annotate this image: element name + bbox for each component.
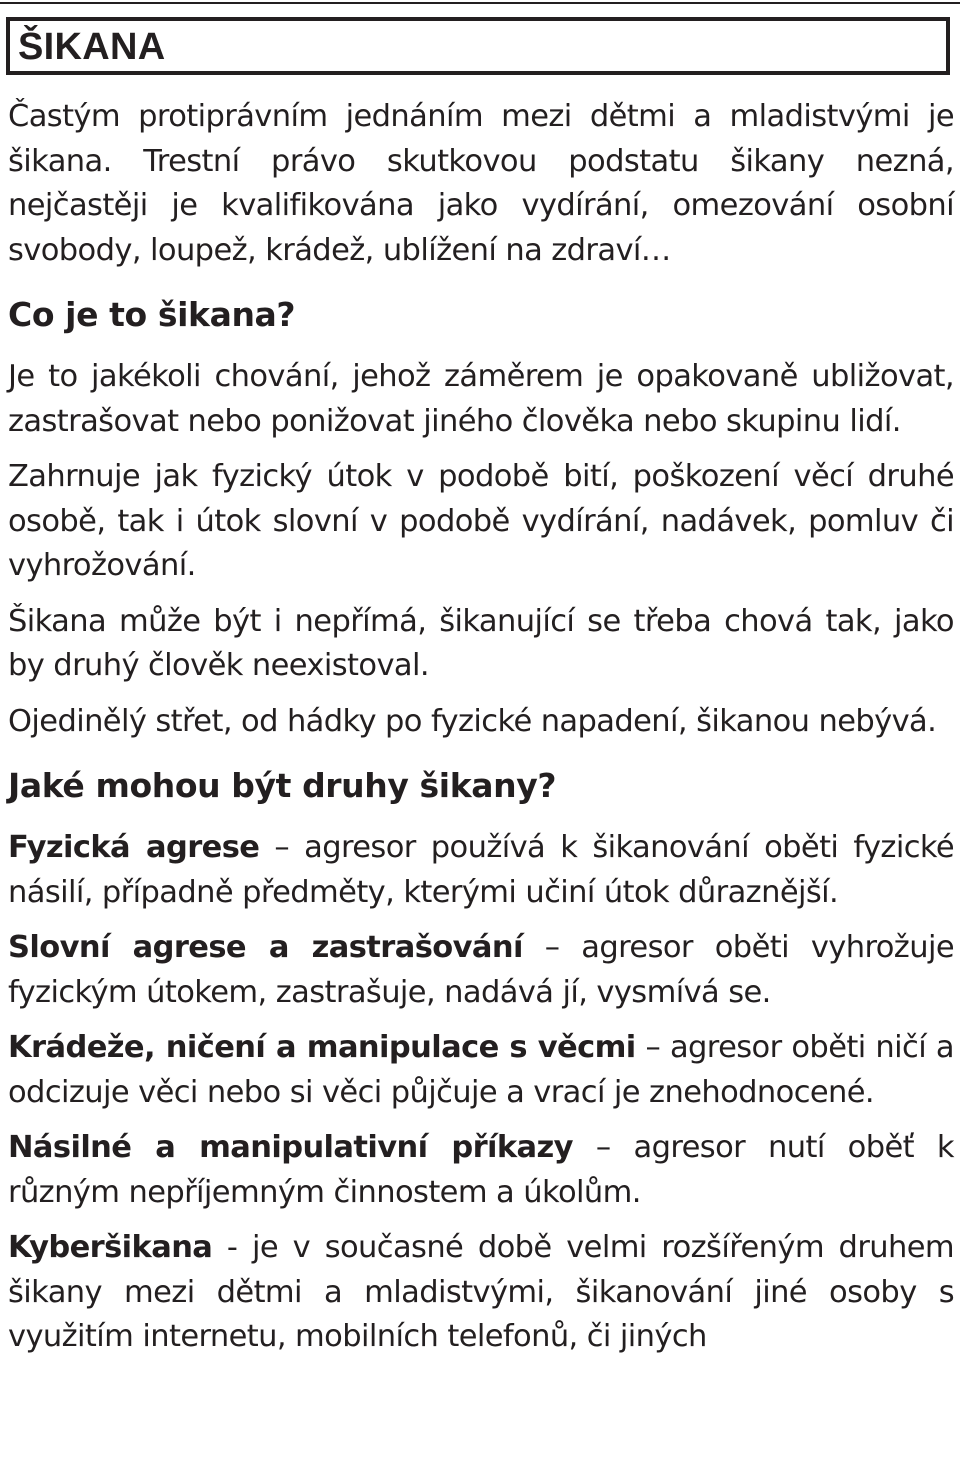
intro-paragraph: Častým protiprávním jednáním mezi dětmi a mladistvými je šikana. Trestní právo skutkovou podstatu šikany nezná, nejčastěji je kvalifikována jako vydírání, omezování osobní svobody, loupež, krádež, ublížení na zdraví… bbox=[8, 99, 954, 268]
section-heading-what-is: Co je to šikana? bbox=[8, 295, 296, 334]
type-item-cyber bbox=[8, 1226, 954, 1360]
title-box bbox=[6, 17, 950, 75]
type-term: Krádeže, ničení a manipulace s věcmi bbox=[8, 1030, 636, 1065]
indirect-paragraph: Šikana může být i nepřímá, šikanující se třeba chová tak, jako by druhý člověk neexistoval. bbox=[8, 603, 954, 683]
section-heading-types: Jaké mohou být druhy šikany? bbox=[8, 766, 557, 805]
type-term: Slovní agrese a zastrašování bbox=[8, 930, 523, 965]
type-item-commands bbox=[8, 1126, 954, 1215]
type-item-property bbox=[8, 1026, 954, 1115]
type-term: Kyberšikana bbox=[8, 1230, 213, 1265]
page-title: ŠIKANA bbox=[18, 26, 166, 68]
includes-paragraph: Zahrnuje jak fyzický útok v podobě bití, poškození věcí druhé osobě, tak i útok slovní v podobě vydírání, nadávek, pomluv či vyhrožování. bbox=[8, 459, 954, 583]
type-item-physical bbox=[8, 826, 954, 915]
type-term: Násilné a manipulativní příkazy bbox=[8, 1130, 573, 1165]
type-description: – agresor oběti vyhrožuje fyzickým útokem, zastrašuje, nadává jí, vysmívá se. bbox=[8, 930, 954, 1010]
type-item-verbal bbox=[8, 926, 954, 1015]
type-term: Fyzická agrese bbox=[8, 830, 260, 865]
document-body bbox=[8, 95, 954, 1360]
type-description: – agresor oběti ničí a odcizuje věci nebo si věci půjčuje a vrací je znehodnocené. bbox=[8, 1030, 955, 1110]
type-description: – agresor nutí oběť k různým nepříjemným činnostem a úkolům. bbox=[8, 1130, 954, 1210]
single-conflict-paragraph: Ojedinělý střet, od hádky po fyzické napadení, šikanou nebývá. bbox=[8, 703, 937, 739]
top-rule bbox=[0, 2, 960, 4]
definition-paragraph: Je to jakékoli chování, jehož záměrem je opakovaně ubližovat, zastrašovat nebo ponižovat jiného člověka nebo skupinu lidí. bbox=[8, 359, 954, 439]
type-description: - je v současné době velmi rozšířeným druhem šikany mezi dětmi a mladistvými, šikanování jiné osoby s využitím internetu, mobilních telefonů, či jiných bbox=[8, 1230, 954, 1354]
type-description: – agresor používá k šikanování oběti fyzické násilí, případně předměty, kterými učiní útok důraznější. bbox=[8, 830, 955, 910]
